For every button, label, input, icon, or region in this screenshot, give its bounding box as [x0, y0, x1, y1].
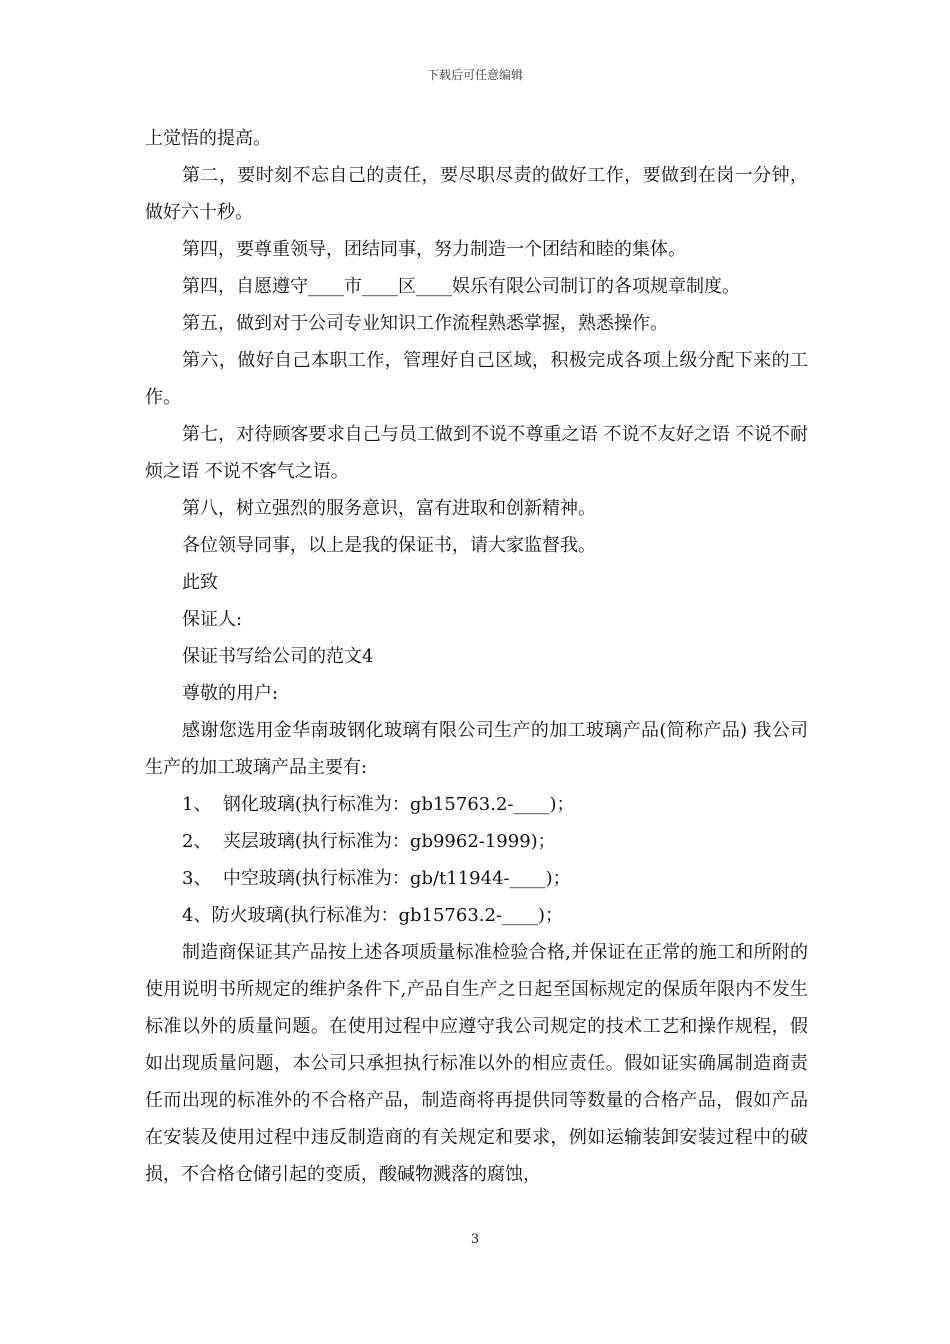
paragraph-continuation: 上觉悟的提高。: [145, 128, 271, 149]
document-body: [145, 120, 808, 1193]
paragraph-salutation: 此致: [182, 572, 218, 593]
paragraph-item-8: 第八，树立强烈的服务意识，富有进取和创新精神。: [182, 498, 596, 519]
list-item-laminated-glass: 2、 夹层玻璃(执行标准为：gb9962-1999)；: [182, 831, 556, 852]
list-item-tempered-glass: 1、 钢化玻璃(执行标准为：gb15763.2-____)；: [182, 794, 575, 815]
section-title: 保证书写给公司的范文4: [182, 646, 374, 667]
paragraph-item-7: 第七，对待顾客要求自己与员工做到不说不尊重之语 不说不友好之语 不说不耐烦之语 不说不客气之语。: [145, 424, 808, 482]
paragraph-item-5: 第五，做到对于公司专业知识工作流程熟悉掌握，熟悉操作。: [182, 313, 668, 334]
paragraph-intro: 感谢您选用金华南玻钢化玻璃有限公司生产的加工玻璃产品(简称产品) 我公司生产的加工玻璃产品主要有:: [145, 720, 808, 778]
paragraph-greeting: 尊敬的用户:: [182, 683, 279, 704]
paragraph-item-4a: 第四，要尊重领导，团结同事，努力制造一个团结和睦的集体。: [182, 239, 686, 260]
paragraph-closing-request: 各位领导同事，以上是我的保证书，请大家监督我。: [182, 535, 596, 556]
paragraph-item-6: 第六，做好自己本职工作，管理好自己区域，积极完成各项上级分配下来的工作。: [145, 350, 808, 408]
paragraph-guarantor: 保证人:: [182, 609, 243, 630]
page-number: 3: [470, 1232, 480, 1247]
paragraph-item-2: 第二，要时刻不忘自己的责任，要尽职尽责的做好工作，要做到在岗一分钟，做好六十秒。: [145, 165, 808, 223]
list-item-insulated-glass: 3、 中空玻璃(执行标准为：gb/t11944-____)；: [182, 868, 571, 889]
list-item-fire-glass: 4、防火玻璃(执行标准为：gb15763.2-____)；: [182, 905, 564, 926]
paragraph-item-4b: 第四，自愿遵守____市____区____娱乐有限公司制订的各项规章制度。: [182, 276, 740, 297]
paragraph-warranty: 制造商保证其产品按上述各项质量标准检验合格,并保证在正常的施工和所附的使用说明书所规定的维护条件下,产品自生产之日起至国标规定的保质年限内不发生标准以外的质量问题。在使用过程中应遵守我公司规定的技术工艺和操作规程，假如出现质量问题，本公司只承担执行标准以外的相应责任。假如证实确属制造商责任而出现的标准外的不合格产品，制造商将再提供同等数量的合格产品，假如产品在安装及使用过程中违反制造商的有关规定和要求，例如运输装卸安装过程中的破损，不合格仓储引起的变质，酸碱物溅落的腐蚀，: [145, 942, 808, 1185]
page-header: 下载后可任意编辑: [426, 68, 523, 82]
